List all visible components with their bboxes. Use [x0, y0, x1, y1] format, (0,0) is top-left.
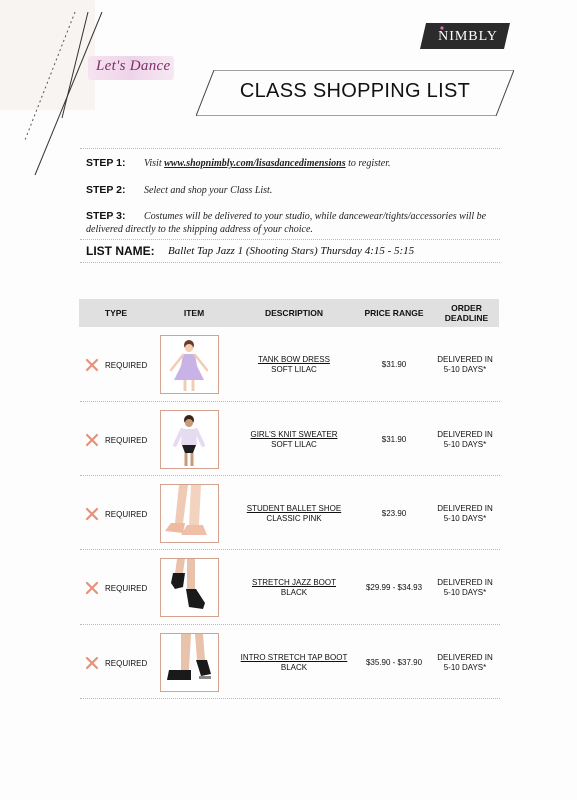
type-label: REQUIRED	[105, 658, 148, 668]
deadline-line1: DELIVERED IN	[437, 578, 493, 587]
required-x-icon	[85, 656, 99, 670]
header-item: ITEM	[183, 308, 205, 318]
type-cell	[85, 358, 147, 372]
deadline-cell	[425, 504, 505, 524]
divider	[80, 239, 500, 240]
step-3-label: STEP 3:	[86, 210, 126, 222]
required-x-icon	[85, 358, 99, 372]
product-color: BLACK	[280, 588, 308, 597]
table-row	[79, 478, 499, 548]
description-cell	[224, 504, 364, 524]
divider	[80, 698, 500, 699]
nimbly-logo-text: NIMBLY	[438, 29, 498, 44]
step-2-text: Select and shop your Class List.	[144, 185, 273, 196]
deadline-line2: 5-10 DAYS*	[443, 365, 487, 374]
header-description: DESCRIPTION	[264, 308, 324, 318]
list-name-value: Ballet Tap Jazz 1 (Shooting Stars) Thursday 4:15 - 5:15	[168, 245, 415, 257]
header-deadline-line2: DEADLINE	[444, 313, 489, 323]
price-cell: $35.90 - $37.90	[365, 658, 423, 667]
price-cell: $31.90	[381, 360, 407, 369]
header-price: PRICE RANGE	[364, 308, 424, 318]
description-cell	[224, 355, 364, 375]
page-title: CLASS SHOPPING LIST	[239, 80, 471, 102]
product-color: BLACK	[280, 663, 308, 672]
ballet-shoe-image	[160, 484, 219, 543]
brand-logo-text: Let's Dance	[96, 58, 171, 74]
required-x-icon	[85, 433, 99, 447]
header-type: TYPE	[104, 308, 128, 318]
divider	[80, 401, 500, 402]
type-label: REQUIRED	[105, 360, 148, 370]
header-deadline-line1: ORDER	[451, 303, 482, 313]
register-link[interactable]: www.shopnimbly.com/lisasdancedimensions	[164, 158, 346, 169]
table-header	[79, 299, 499, 327]
type-cell	[85, 507, 147, 521]
type-label: REQUIRED	[105, 509, 148, 519]
product-link[interactable]: STRETCH JAZZ BOOT	[252, 578, 336, 587]
price-cell: $23.90	[381, 509, 407, 518]
deadline-cell	[425, 653, 505, 673]
product-link[interactable]: INTRO STRETCH TAP BOOT	[240, 653, 348, 662]
jazz-boot-image	[160, 558, 219, 617]
product-color: SOFT LILAC	[271, 365, 317, 374]
step-3-text-cont: delivered directly to the shipping address of your choice.	[86, 224, 313, 235]
table-row	[79, 404, 499, 474]
deadline-cell	[425, 355, 505, 375]
required-x-icon	[85, 581, 99, 595]
type-cell	[85, 656, 147, 670]
header-deadline	[429, 303, 504, 323]
deadline-line2: 5-10 DAYS*	[443, 588, 487, 597]
divider	[80, 624, 500, 625]
table-row	[79, 627, 499, 697]
corner-decoration	[0, 0, 160, 200]
divider	[80, 549, 500, 550]
price-cell: $29.99 - $34.93	[365, 583, 423, 592]
step-1-text	[144, 158, 391, 169]
divider	[80, 262, 500, 263]
type-cell	[85, 581, 147, 595]
deadline-line2: 5-10 DAYS*	[443, 663, 487, 672]
deadline-line2: 5-10 DAYS*	[443, 440, 487, 449]
deadline-line1: DELIVERED IN	[437, 504, 493, 513]
divider	[80, 475, 500, 476]
knit-sweater-image	[160, 410, 219, 469]
step-1-post: to register.	[345, 158, 391, 169]
description-cell	[224, 653, 364, 673]
product-link[interactable]: TANK BOW DRESS	[258, 355, 330, 364]
product-color: CLASSIC PINK	[266, 514, 322, 523]
step-1-pre: Visit	[144, 158, 165, 169]
type-cell	[85, 433, 147, 447]
table-row	[79, 329, 499, 399]
deadline-line1: DELIVERED IN	[437, 653, 493, 662]
deadline-line2: 5-10 DAYS*	[443, 514, 487, 523]
required-x-icon	[85, 507, 99, 521]
divider	[80, 148, 500, 149]
list-name-label: LIST NAME:	[86, 244, 155, 258]
deadline-line1: DELIVERED IN	[437, 355, 493, 364]
step-1-label: STEP 1:	[86, 157, 126, 169]
tap-boot-image	[160, 633, 219, 692]
description-cell	[224, 430, 364, 450]
step-2-label: STEP 2:	[86, 184, 126, 196]
deadline-line1: DELIVERED IN	[437, 430, 493, 439]
tank-dress-image	[160, 335, 219, 394]
product-link[interactable]: STUDENT BALLET SHOE	[246, 504, 342, 513]
deadline-cell	[425, 430, 505, 450]
table-row	[79, 552, 499, 622]
product-color: SOFT LILAC	[271, 440, 317, 449]
deadline-cell	[425, 578, 505, 598]
description-cell	[224, 578, 364, 598]
product-link[interactable]: GIRL'S KNIT SWEATER	[250, 430, 338, 439]
step-3-text: Costumes will be delivered to your studio, while dancewear/tights/accessories will be	[144, 211, 487, 222]
type-label: REQUIRED	[105, 435, 148, 445]
type-label: REQUIRED	[105, 583, 148, 593]
price-cell: $31.90	[381, 435, 407, 444]
